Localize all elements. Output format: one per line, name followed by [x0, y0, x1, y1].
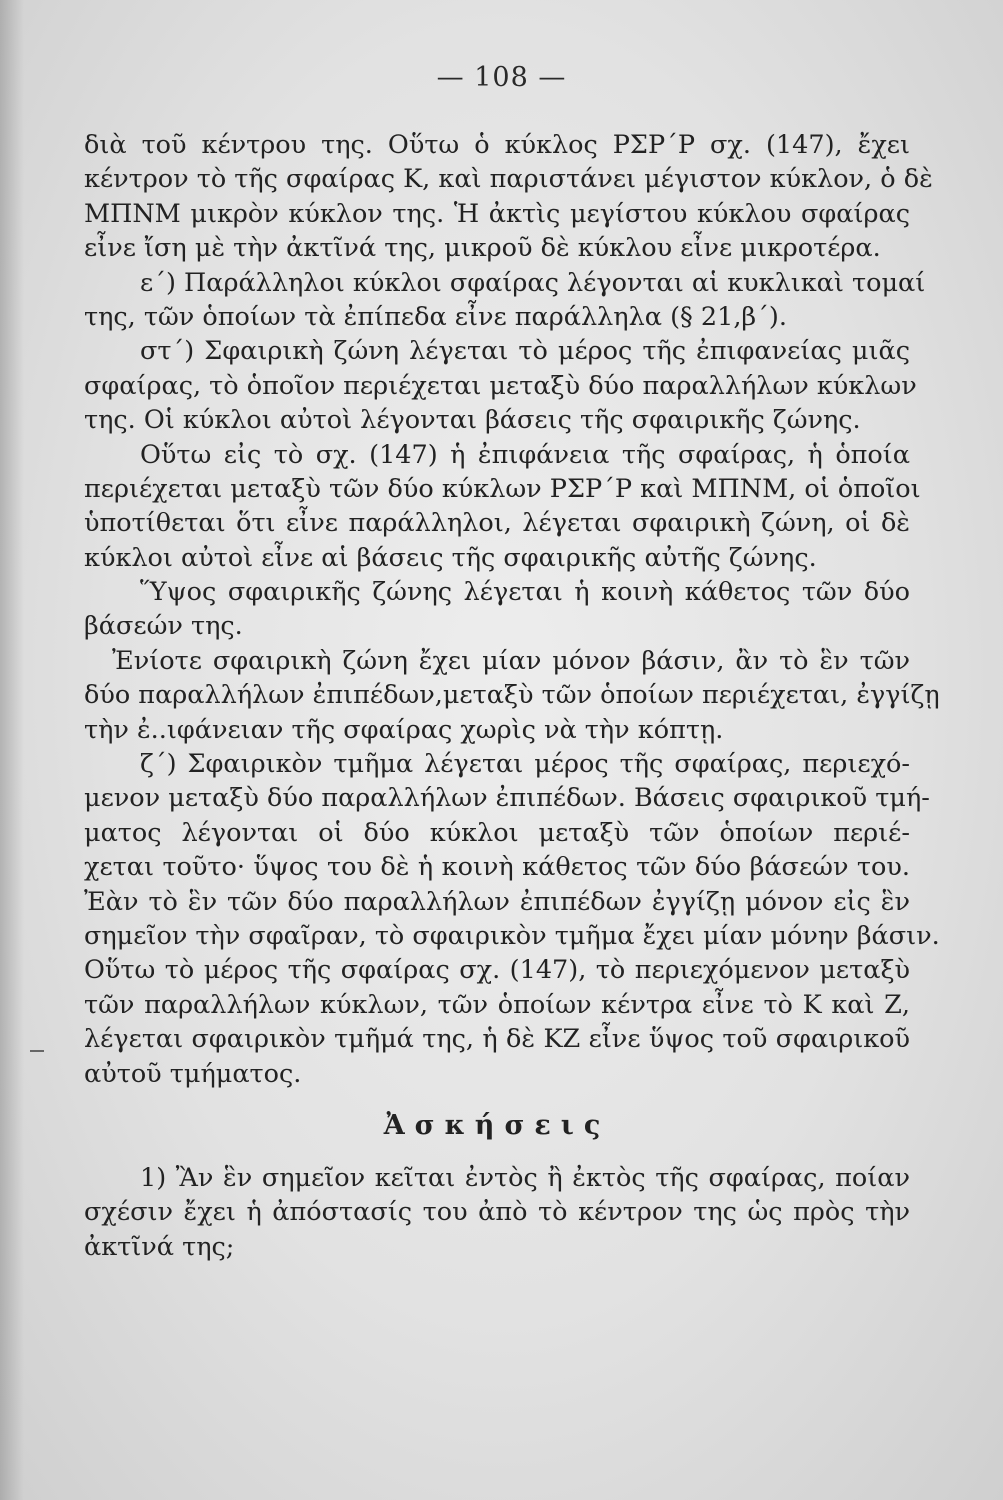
text-line: Οὕτω εἰς τὸ σχ. (147) ἡ ἐπιφάνεια τῆς σφαίρας, ἡ ὁποία — [140, 439, 910, 470]
exercise-line: σχέσιν ἔχει ἡ ἀπόστασίς του ἀπὸ τὸ κέντρον της ὡς πρὸς τὴν — [84, 1197, 910, 1228]
text-line: Ἐνίοτε σφαιρικὴ ζώνη ἔχει μίαν μόνον βάσιν, ἂν τὸ ἓν τῶν — [112, 645, 910, 676]
text-line: Οὕτω τὸ μέρος τῆς σφαίρας σχ. (147), τὸ περιεχόμενον μεταξὺ — [84, 955, 910, 986]
text-line: δύο παραλλήλων ἐπιπέδων,μεταξὺ τῶν ὁποίων περιέχεται, ἐγγίζῃ — [84, 680, 940, 711]
text-line: χεται τοῦτο· ὕψος του δὲ ἡ κοινὴ κάθετος τῶν δύο βάσεών του. — [84, 852, 910, 883]
exercise-line: 1) Ἂν ἓν σημεῖον κεῖται ἐντὸς ἢ ἐκτὸς τῆς σφαίρας, ποίαν — [140, 1162, 910, 1193]
text-line: της, τῶν ὁποίων τὰ ἐπίπεδα εἶνε παράλληλα (§ 21,β΄). — [84, 301, 787, 332]
text-line: κύκλοι αὐτοὶ εἶνε αἱ βάσεις τῆς σφαιρικῆς αὐτῆς ζώνης. — [84, 542, 817, 573]
page-number: — 108 — — [436, 62, 567, 93]
text-line: σφαίρας, τὸ ὁποῖον περιέχεται μεταξὺ δύο παραλλήλων κύκλων — [84, 370, 917, 401]
exercises-heading: Ἀσκήσεις — [383, 1109, 611, 1141]
text-line: ΜΠΝΜ μικρὸν κύκλον της. Ἡ ἀκτὶς μεγίστου κύκλου σφαίρας — [84, 198, 910, 229]
text-line: λέγεται σφαιρικὸν τμῆμά της, ἡ δὲ ΚΖ εἶνε ὕψος τοῦ σφαιρικοῦ — [84, 1024, 910, 1055]
text-line: ὑποτίθεται ὅτι εἶνε παράλληλοι, λέγεται σφαιρικὴ ζώνη, οἱ δὲ — [84, 508, 910, 539]
page-body — [84, 128, 940, 1264]
margin-mark — [30, 1050, 44, 1052]
text-line: ε΄) Παράλληλοι κύκλοι σφαίρας λέγονται αἱ κυκλικαὶ τομαί — [140, 267, 926, 298]
text-line: αὐτοῦ τμήματος. — [84, 1058, 302, 1089]
text-line: ζ΄) Σφαιρικὸν τμῆμα λέγεται μέρος τῆς σφαίρας, περιεχό- — [140, 749, 910, 780]
exercise-line: ἀκτῖνά της; — [84, 1231, 235, 1262]
text-line: στ΄) Σφαιρικὴ ζώνη λέγεται τὸ μέρος τῆς ἐπιφανείας μιᾶς — [140, 336, 910, 367]
text-line: Ἐὰν τὸ ἓν τῶν δύο παραλλήλων ἐπιπέδων ἐγγίζῃ μόνον εἰς ἓν — [84, 886, 910, 917]
text-line: ματος λέγονται οἱ δύο κύκλοι μεταξὺ τῶν ὁποίων περιέ- — [84, 817, 910, 848]
text-line: της. Οἱ κύκλοι αὐτοὶ λέγονται βάσεις τῆς σφαιρικῆς ζώνης. — [84, 405, 861, 436]
text-line: τῶν παραλλήλων κύκλων, τῶν ὁποίων κέντρα εἶνε τὸ Κ καὶ Ζ, — [84, 989, 910, 1020]
page-gutter-shadow — [0, 0, 24, 1500]
text-line: Ὕψος σφαιρικῆς ζώνης λέγεται ἡ κοινὴ κάθετος τῶν δύο — [140, 577, 910, 608]
text-line: σημεῖον τὴν σφαῖραν, τὸ σφαιρικὸν τμῆμα ἔχει μίαν μόνην βάσιν. — [84, 920, 940, 951]
text-line: μενον μεταξὺ δύο παραλλήλων ἐπιπέδων. Βάσεις σφαιρικοῦ τμή- — [84, 783, 930, 814]
text-line: βάσεών της. — [84, 611, 243, 642]
text-line: περιέχεται μεταξὺ τῶν δύο κύκλων ΡΣΡ΄Ρ καὶ ΜΠΝΜ, οἱ ὁποῖοι — [84, 473, 921, 504]
text-line: διὰ τοῦ κέντρου της. Οὕτω ὁ κύκλος ΡΣΡ΄Ρ σχ. (147), ἔχει — [84, 130, 910, 160]
text-line: εἶνε ἴση μὲ τὴν ἀκτῖνά της, μικροῦ δὲ κύκλου εἶνε μικροτέρα. — [84, 233, 881, 264]
text-line: τὴν ἐ..ιφάνειαν τῆς σφαίρας χωρὶς νὰ τὴν κόπτῃ. — [84, 714, 724, 745]
text-line: κέντρον τὸ τῆς σφαίρας Κ, καὶ παριστάνει μέγιστον κύκλον, ὁ δὲ — [84, 164, 933, 195]
